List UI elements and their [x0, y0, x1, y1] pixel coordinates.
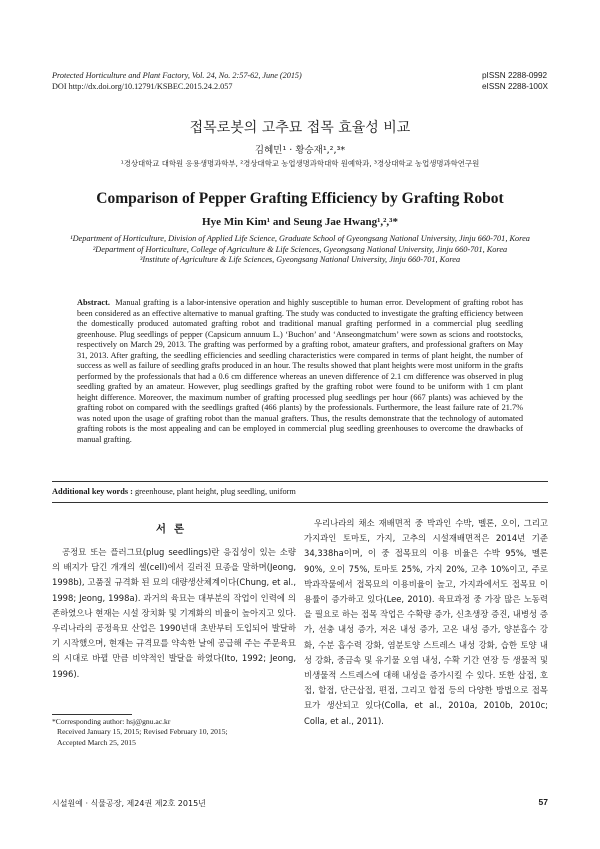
korean-authors: 김혜민¹ · 황승재¹,²,³* [254, 145, 346, 156]
keywords [52, 487, 296, 496]
doi: DOI http://dx.doi.org/10.12791/KSBEC.2015.24.2.057 [52, 82, 233, 91]
affiliation-3: ³Institute of Agriculture & Life Sciences, Gyeongsang National University, Jinju 660-701, Korea [139, 255, 461, 264]
keywords-top-rule [52, 481, 548, 482]
keywords-text: greenhouse, plant height, plug seedling, uniform [132, 487, 296, 496]
issn-block [482, 70, 548, 92]
english-title: Comparison of Pepper Grafting Efficiency by Grafting Robot [96, 190, 504, 207]
journal-name: Protected Horticulture and Plant Factory [52, 71, 188, 80]
korean-affiliations: ¹경상대학교 대학원 응용생명과학부, ²경상대학교 농업생명과학대학 원예학과, ³경상대학교 농업생명과학연구원 [120, 159, 480, 168]
intro-left-column: 공정묘 또는 플러그묘(plug seedlings)란 응집성이 있는 소량의 배지가 담긴 개개의 셀(cell)에서 길러진 묘종을 말하며(Jeong, 1998b), 고품질 규격화 된 묘의 대량생산체계이다(Chung, et al., 1998; Jeong, 1998a). 과거의 육묘는 대부분의 작업이 인력에 의존하였으나 현재는 시설 장치화 및 기계화의 비율이 높아지고 있다. 우리나라의 공정육묘 산업은 1990년대 초반부터 도입되어 발달하기 시작했으며, 현재는 규격묘를 약속한 날에 공급해 주는 주문육묘의 시대로 바뀔 만큼 비약적인 발달을 하였다(Ito, 1992; Jeong, 1996). [52, 547, 296, 679]
english-authors: Hye Min Kim¹ and Seung Jae Hwang¹,²,³* [202, 216, 398, 228]
keywords-label: Additional key words : [52, 487, 133, 496]
received-date: Received January 15, 2015; Revised February 10, 2015; [57, 727, 228, 737]
accepted-date: Accepted March 25, 2015 [57, 737, 136, 747]
english-affiliations [52, 234, 548, 266]
affiliation-2: ²Department of Horticulture, College of Agriculture & Life Sciences, Gyeongsang National University, Jinju 660-701, Korea [92, 244, 508, 254]
abstract [77, 298, 523, 445]
korean-title: 접목로봇의 고추묘 접목 효율성 비교 [189, 120, 411, 136]
abstract-text: Manual grafting is a labor-intensive operation and highly susceptible to human error. Development of grafting robot has been considered as an effective alternative to manual grafting. The study was conducted to investigate the grafting efficiency between the domestically produced automated grafting robot and traditional manual grafting performed in a commercial plug seedling greenhouse. Plug seedlings of pepper (Capsicum annuum L.) ‘Buchon’ and ‘Anseongmatchum’ were sown as scions and rootstocks, respectively on March 29, 2013. The grafting was performed by a grafting robot, amateur grafters, and professional grafters on May 31, 2013. After grafting, the seedling efficiencies and seedling characteristics were compared in terms of plant height, the number of success as well as failure of seedling grafts produced in an hour. The results showed that plant heights were most uniform in the grafts performed by the professionals that had a 0.6 cm difference whereas an uneven difference of 2.1 cm difference was observed in plug seedling grafted by an amateur. However, plug seedlings grafted by the grafting robot were found to be uniform with 1 cm plant height difference. Moreover, the maximum number of grafting processed plug seedlings per hour (667 plants) was achieved by the grafting robot on compared with the seedlings grafted (466 plants) by the professionals. Furthermore, the least failure rate of 21.7% was noted upon the usage of grafting robot than the manual grafters. Thus, the results demonstrate that the technology of automated grafting robots is the most appealing and can be employed in commercial plug seedling greenhouses to overcome the drawbacks of manual grafting. [77, 298, 523, 444]
footnote-rule [52, 714, 132, 715]
footer-journal: 시설원예 · 식물공장, 제24권 제2호 2015년 [52, 799, 206, 808]
journal-citation: , Vol. 24, No. 2:57-62, June (2015) [187, 71, 302, 80]
corresponding-author: *Corresponding author: hsj@gnu.ac.kr [52, 717, 171, 726]
keywords-bottom-rule [52, 502, 548, 503]
affiliation-1: ¹Department of Horticulture, Division of Applied Life Science, Graduate School of Gyeongsang National University, Jinju 660-701, Korea [70, 234, 530, 243]
pissn: pISSN 2288-0992 [482, 71, 548, 80]
intro-right-column: 우리나라의 채소 재배면적 중 박과인 수박, 멜론, 오이, 그리고 가지과인 토마토, 가지, 고추의 시설재배면적은 2014년 기준 34,338ha이며, 이 중 접목묘의 이용 비율은 수박 95%, 멜론 90%, 오이 75%, 토마토 25%, 가지 20%, 고추 10%이고, 주로 박과작물에서 접목묘의 이용비율이 높고, 가지과에서도 접목묘 이용률이 증가하고 있다(Lee, 2010). 육묘과정 중 가장 많은 노동력을 필요로 하는 접목 작업은 수확량 증가, 신초생장 증진, 내병성 증가, 선충 내성 증가, 저온 내성 증가, 고온 내성 증가, 양분흡수 강화, 수분 흡수력 강화, 염분토양 스트레스 내성 강화, 습한 토양 내성 강화, 중금속 및 유기물 오염 내성, 수확 기간 연장 등 생물적 및 비생물적 스트레스에 대해 내성을 증가시킬 수 있다. 또한 삽접, 호접, 할접, 단근삽접, 편접, 그리고 합접 등의 다양한 방법으로 접목묘가 생산되고 있다(Colla, et al., 2010a, 2010b, 2010c; Colla, et al., 2011). [304, 518, 548, 726]
page-number: 57 [538, 797, 548, 807]
intro-heading: 서론 [155, 523, 193, 535]
abstract-label: Abstract. [77, 298, 110, 307]
eissn: eISSN 2288-100X [482, 82, 548, 91]
footnote [52, 717, 302, 748]
journal-header [52, 70, 302, 92]
